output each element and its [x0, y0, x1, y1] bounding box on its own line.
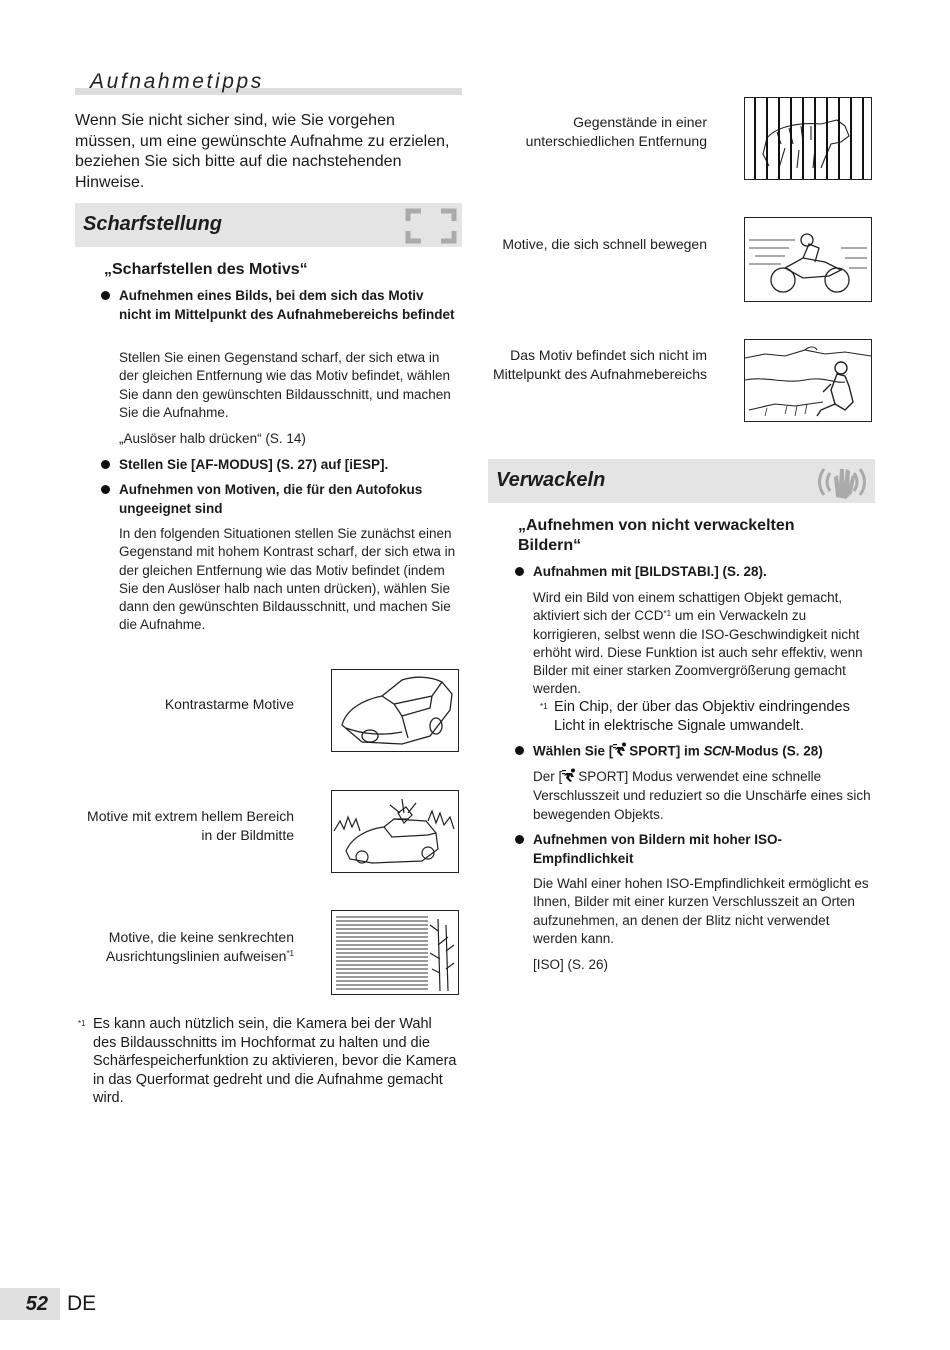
bullet-dot — [515, 746, 524, 755]
shake-bullet-2-a: Wählen Sie [ — [533, 743, 614, 759]
scn-mode-label: SCN — [703, 743, 731, 759]
footnote-left — [78, 1015, 458, 1108]
person-landscape-icon — [744, 339, 872, 422]
footnote-text: Es kann auch nützlich sein, die Kamera bei der Wahl des Bildausschnitts im Hochformat zu halten und die Schärfespeicherfunktion zu aktivieren, bevor die Kamera in das Querformat gedreht und die Aufnahme gemacht wird. — [93, 1016, 457, 1106]
focus-ref-1: „Auslöser halb drücken“ (S. 14) — [119, 431, 306, 446]
focus-para-1: Stellen Sie einen Gegenstand scharf, der sich etwa in der gleichen Entfernung wie das Motiv befindet, wählen Sie dann den gewünschten Bildausschnitt, und machen Sie die Aufnahme. — [119, 350, 451, 420]
focus-bullet-3-text: Aufnehmen von Motiven, die für den Autofokus ungeeignet sind — [119, 482, 423, 516]
focus-bullet-1 — [119, 287, 459, 324]
bullet-dot — [515, 567, 524, 576]
case-caption: Gegenstände in einer unterschiedlichen Entfernung — [525, 114, 707, 149]
bullet-dot — [515, 835, 524, 844]
focus-bullet-3 — [119, 481, 459, 518]
shake-para-2-a: Der [ — [533, 769, 563, 785]
shake-ref-3: [ISO] (S. 26) — [533, 957, 609, 972]
footnote-mark: *1 — [540, 702, 548, 711]
shake-para-2-b: SPORT] Modus verwendet eine schnelle Verschlusszeit und reduziert so die Unschärfe eines sich bewegenden Objekts. — [533, 769, 871, 822]
case-caption: Das Motiv befindet sich nicht im Mittelpunkt des Aufnahmebereichs — [492, 347, 707, 382]
horizontal-lines-icon — [331, 910, 459, 995]
shake-para-2 — [533, 768, 873, 824]
motorcycle-icon — [744, 217, 872, 302]
shake-para-3: Die Wahl einer hohen ISO-Empfindlichkeit ermöglicht es Ihnen, Bilder mit einer kurzen Verschlusszeit an Orten aufzunehmen, an denen der Blitz nicht verwendet werden kann. — [533, 876, 869, 946]
af-frame-icon — [405, 208, 457, 249]
bullet-dot — [101, 460, 110, 469]
shake-para-1-a: Wird ein Bild von einem schattigen Objekt gemacht, aktiviert sich der CCD — [533, 590, 843, 624]
shake-para-1-b: um ein Verwackeln zu korrigieren, selbst wenn die ISO-Geschwindigkeit nicht erhöht wird. Diese Funktion ist auch sehr effektiv, wenn Bilder mit einer starken Zoomvergrößerung gemacht werden. — [533, 608, 863, 697]
shake-subheading: „Aufnehmen von nicht verwackelten Bildern“ — [518, 517, 795, 554]
page-title: Aufnahmetipps — [90, 70, 264, 93]
shake-bullet-1-text: Aufnahmen mit [BILDSTABI.] (S. 28). — [533, 564, 767, 579]
focus-bullet-1-text: Aufnehmen eines Bilds, bei dem sich das Motiv nicht im Mittelpunkt des Aufnahmebereichs befindet — [119, 288, 455, 322]
case-caption-with-footnote — [70, 928, 294, 965]
case-caption-text: Motive, die keine senkrechten Ausrichtungslinien aufweisen — [105, 929, 294, 964]
footnote-mark: *1 — [663, 609, 672, 619]
shake-bullet-2-c: -Modus (S. 28) — [730, 743, 823, 759]
case-caption: Kontrastarme Motive — [164, 696, 294, 712]
shake-heading: Verwackeln — [496, 469, 606, 491]
focus-section-header — [75, 203, 462, 247]
bullet-dot — [101, 291, 110, 300]
focus-bullet-2-text: Stellen Sie [AF-MODUS] (S. 27) auf [iESP]. — [119, 457, 389, 472]
shake-bullet-2-b: SPORT] im — [629, 743, 704, 759]
sport-mode-icon — [562, 768, 578, 787]
shake-bullet-3 — [533, 831, 873, 868]
bullet-dot — [101, 485, 110, 494]
shake-footnote — [540, 698, 875, 735]
car-bright-center-icon — [331, 790, 459, 873]
car-low-contrast-icon — [331, 669, 459, 752]
page-number: 52 — [0, 1288, 60, 1320]
sport-mode-icon — [613, 742, 629, 762]
tiger-bars-icon — [744, 97, 872, 180]
shake-bullet-2 — [533, 742, 873, 762]
case-caption: Motive, die sich schnell bewegen — [502, 236, 707, 252]
focus-para-3: In den folgenden Situationen stellen Sie zunächst einen Gegenstand mit hohem Kontrast scharf, der sich etwa in der gleichen Entfernung wie das Motiv befindet (indem Sie den Auslöser halb nach unten drücken), wählen Sie dann den gewünschten Bildausschnitt, und machen Sie die Aufnahme. — [119, 526, 456, 633]
intro-text: Wenn Sie nicht sicher sind, wie Sie vorgehen müssen, um eine gewünschte Aufnahme zu erzielen, beziehen Sie sich bitte auf die nachstehenden Hinweise. — [75, 112, 450, 191]
shake-para-1 — [533, 589, 873, 699]
focus-subheading: „Scharfstellen des Motivs“ — [104, 261, 308, 278]
case-caption: Motive mit extrem hellem Bereich in der Bildmitte — [87, 808, 294, 843]
footnote-mark: *1 — [286, 948, 294, 958]
shake-bullet-3-text: Aufnehmen von Bildern mit hoher ISO-Empfindlichkeit — [533, 832, 783, 866]
footnote-text: Ein Chip, der über das Objektiv eindringendes Licht in elektrische Signale umwandelt. — [554, 699, 850, 734]
shake-bullet-1 — [533, 563, 873, 582]
focus-bullet-2 — [119, 456, 459, 475]
shake-section-header — [488, 459, 875, 503]
focus-heading: Scharfstellung — [83, 213, 222, 235]
hand-shake-icon — [814, 463, 870, 506]
footnote-mark: *1 — [78, 1019, 86, 1028]
language-code: DE — [67, 1292, 97, 1315]
